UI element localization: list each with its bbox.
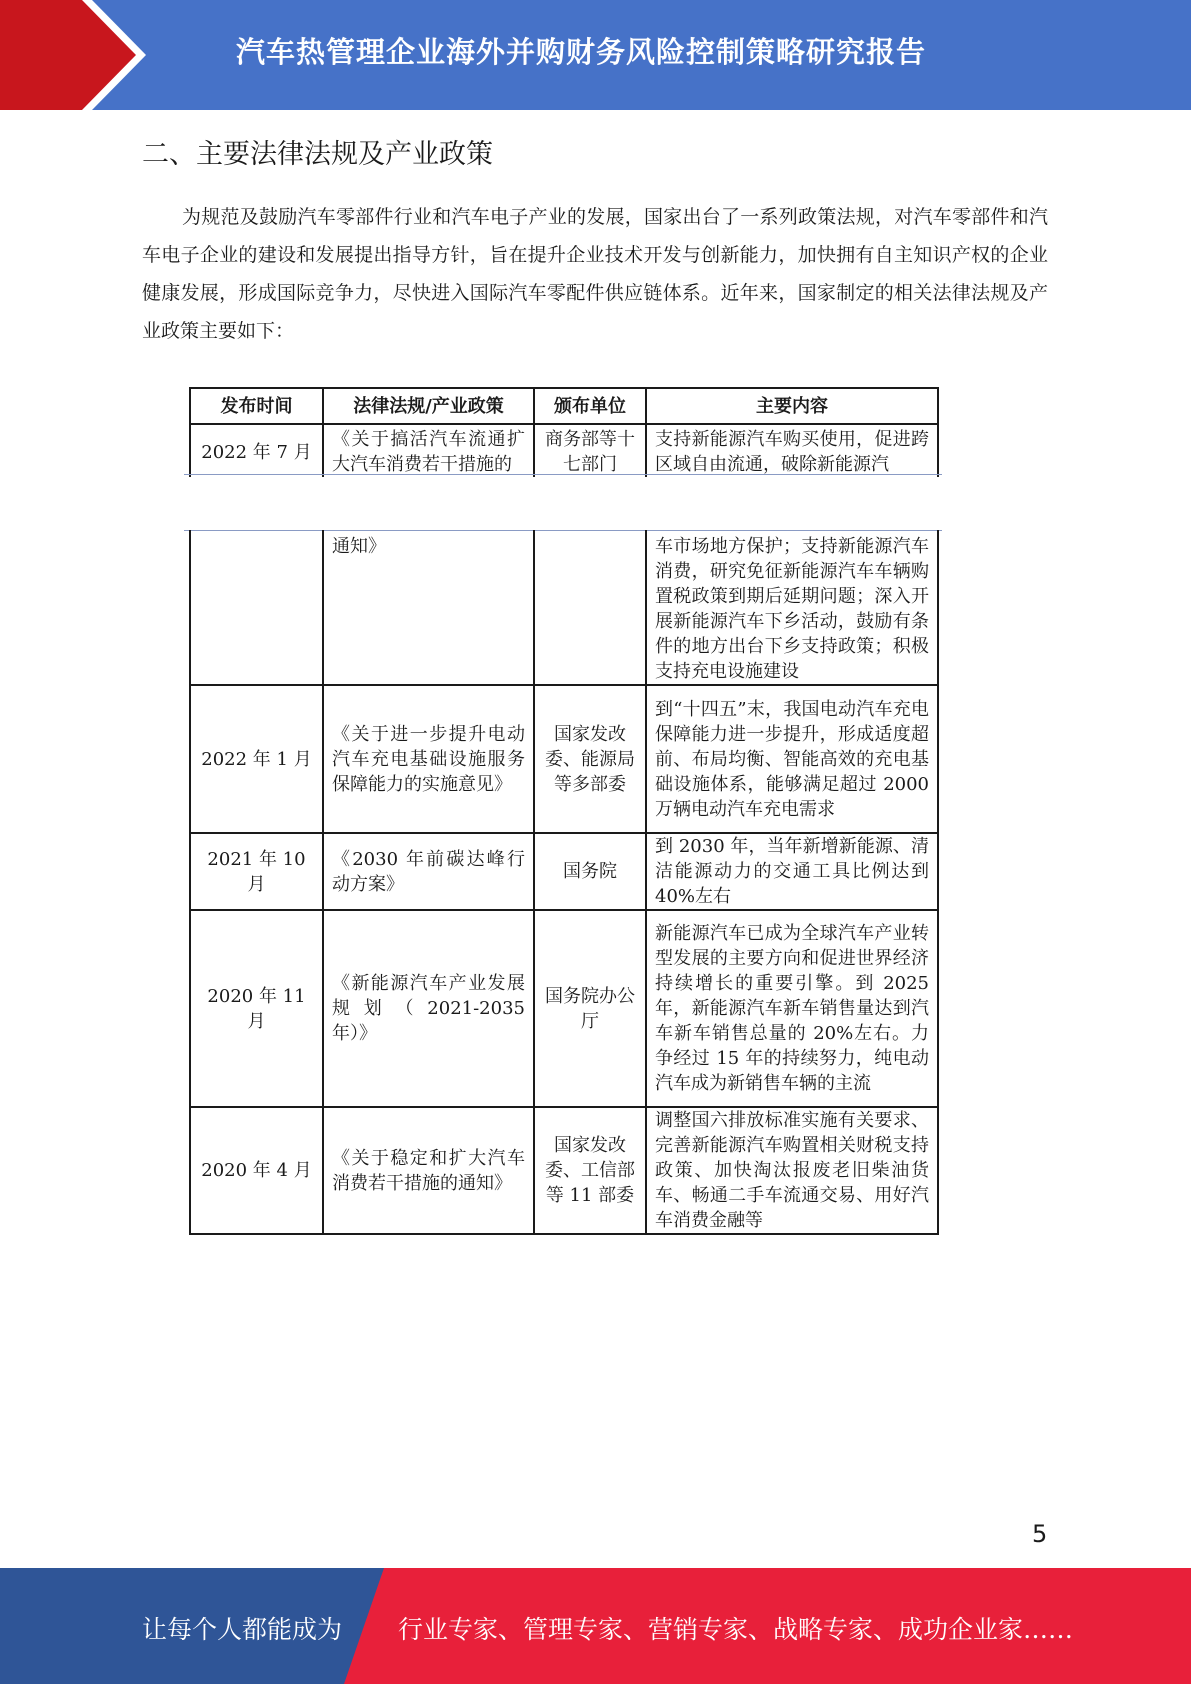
report-title: 汽车热管理企业海外并购财务风险控制策略研究报告: [236, 35, 927, 69]
intro-paragraph: 为规范及鼓励汽车零部件行业和汽车电子产业的发展，国家出台了一系列政策法规，对汽车零部件和汽车电子企业的建设和发展提出指导方针，旨在提升企业技术开发与创新能力，加快拥有自主知识产权的企业健康发展，形成国际竞争力，尽快进入国际汽车零配件供应链体系。近年来，国家制定的相关法律法规及产业政策主要如下：: [142, 206, 1048, 342]
row-unit: 国家发改委、能源局等多部委: [534, 685, 646, 833]
page-cut-line: [184, 474, 942, 475]
row-unit: 国务院办公厅: [534, 910, 646, 1107]
row-law: 《关于搞活汽车流通扩大汽车消费若干措施的: [323, 424, 534, 477]
row-date: 2020 年 4 月: [190, 1107, 323, 1234]
table-row: [190, 910, 938, 1107]
section-heading: 二、主要法律法规及产业政策: [142, 139, 493, 170]
row-unit: [534, 530, 646, 685]
row-content: 新能源汽车已成为全球汽车产业转型发展的主要方向和促进世界经济持续增长的重要引擎。到 2025 年，新能源汽车新车销售量达到汽车新车销售总量的 20%左右。力争经过 15 年的持续努力，纯电动汽车成为新销售车辆的主流: [646, 910, 938, 1107]
header-unit: 颁布单位: [534, 388, 646, 424]
footer-slogan-right: 行业专家、管理专家、营销专家、战略专家、成功企业家……: [398, 1615, 1074, 1644]
row-unit: 商务部等十七部门: [534, 424, 646, 477]
row-date: 2020 年 11 月: [190, 910, 323, 1107]
header-bar: [0, 0, 1191, 110]
row-content: 到 2030 年，当年新增新能源、清洁能源动力的交通工具比例达到 40%左右: [646, 833, 938, 910]
row-date: 2021 年 10 月: [190, 833, 323, 910]
row-law: 《新能源汽车产业发展规划（2021-2035 年）》: [323, 910, 534, 1107]
row-law: 通知》: [323, 530, 534, 685]
row-date: 2022 年 7 月: [190, 424, 323, 477]
row-content: 调整国六排放标准实施有关要求、完善新能源汽车购置相关财税支持政策、加快淘汰报废老旧柴油货车、畅通二手车流通交易、用好汽车消费金融等: [646, 1107, 938, 1234]
chevron-arrow-icon: [0, 0, 160, 110]
header-date: 发布时间: [190, 388, 323, 424]
row-law: 《2030 年前碳达峰行动方案》: [323, 833, 534, 910]
table-row: [190, 685, 938, 833]
table-row: [190, 833, 938, 910]
row-content: 支持新能源汽车购买使用，促进跨区域自由流通，破除新能源汽: [646, 424, 938, 477]
page-number: 5: [1032, 1520, 1048, 1548]
footer-banner: [0, 1568, 1191, 1684]
footer-slogan-left: 让每个人都能成为: [142, 1615, 343, 1644]
policy-table-part1: [189, 387, 939, 477]
row-date: 2022 年 1 月: [190, 685, 323, 833]
header-content: 主要内容: [646, 388, 938, 424]
row-law: 《关于进一步提升电动汽车充电基础设施服务保障能力的实施意见》: [323, 685, 534, 833]
row-content: 到“十四五”末，我国电动汽车充电保障能力进一步提升，形成适度超前、布局均衡、智能高效的充电基础设施体系，能够满足超过 2000 万辆电动汽车充电需求: [646, 685, 938, 833]
row-law: 《关于稳定和扩大汽车消费若干措施的通知》: [323, 1107, 534, 1234]
policy-table-part2: [189, 530, 939, 1235]
row-content: 车市场地方保护；支持新能源汽车消费，研究免征新能源汽车车辆购置税政策到期后延期问题；深入开展新能源汽车下乡活动，鼓励有条件的地方出台下乡支持政策；积极支持充电设施建设: [646, 530, 938, 685]
row-unit: 国家发改委、工信部等 11 部委: [534, 1107, 646, 1234]
row-date: [190, 530, 323, 685]
table-row: [190, 1107, 938, 1234]
header-law: 法律法规/产业政策: [323, 388, 534, 424]
row-unit: 国务院: [534, 833, 646, 910]
